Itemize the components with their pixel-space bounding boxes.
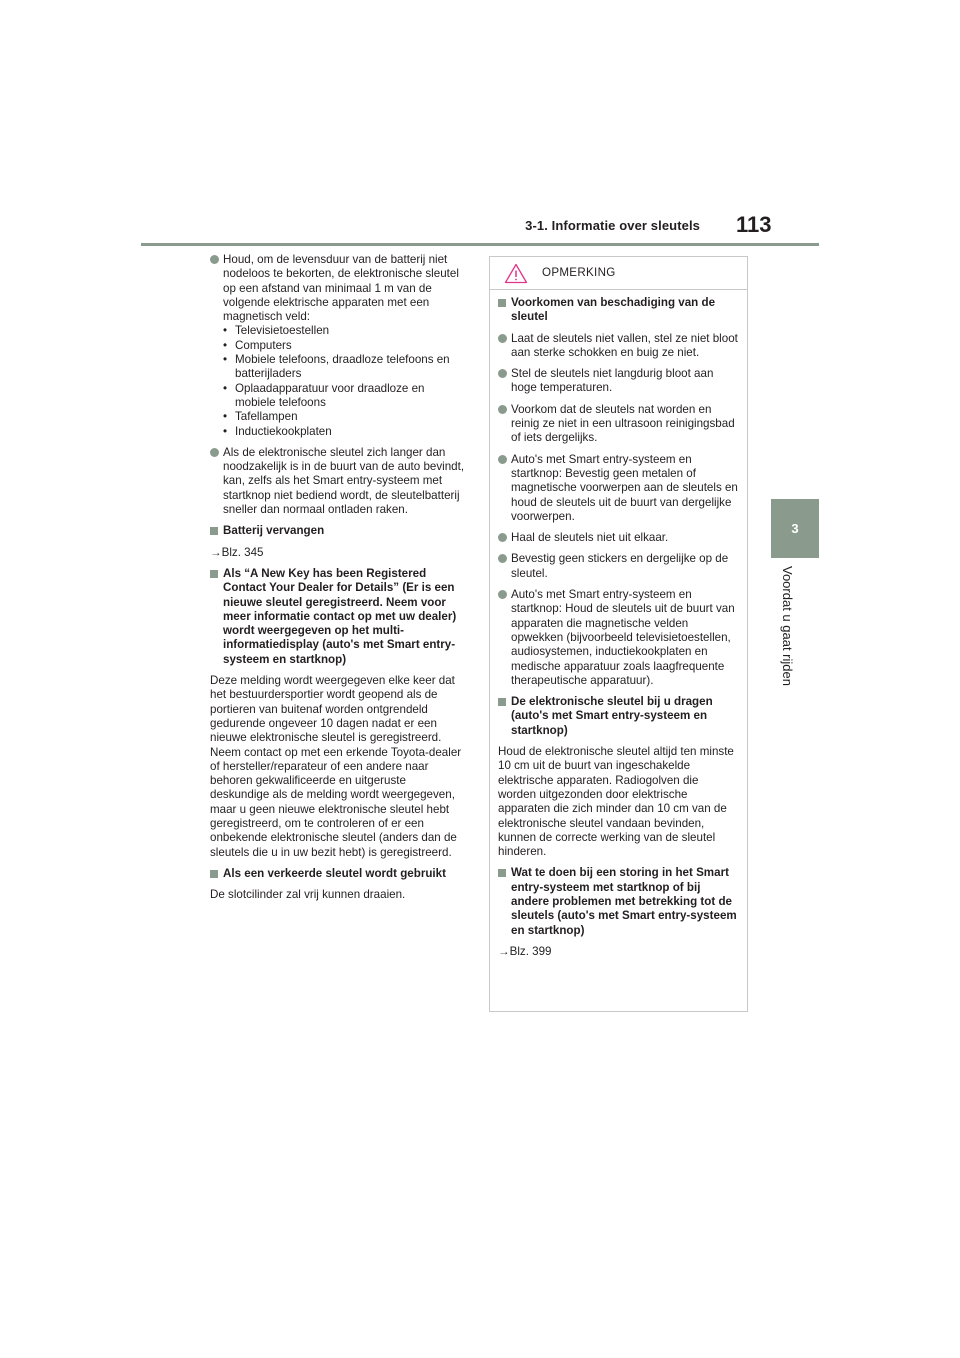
bullet-item: Auto's met Smart entry-systeem en startknop: Houd de sleutels uit de buurt van apparaten die magnetische velden opwekken (bijvoorbeeld televisietoestellen, audiosystemen, inductiekookplaten en medische apparatuur zoals laagfrequente therapeutische apparatuur). — [498, 588, 739, 688]
chapter-tab: 3 — [771, 499, 819, 558]
bullet-dot-icon — [210, 255, 219, 264]
bullet-text: Als de elektronische sleutel zich langer dan noodzakelijk is in de buurt van de auto bevindt, kan, zelfs als het Smart entry-systeem met startknop niet bediend wordt, de sleutelbatterij sneller dan normaal ontladen raken. — [223, 445, 465, 517]
sub-item: • Computers — [223, 338, 292, 352]
section-heading: Voorkomen van beschadiging van de sleutel — [498, 296, 739, 325]
bullet-dot-icon — [498, 590, 507, 599]
square-bullet-icon — [498, 698, 506, 706]
square-bullet-icon — [498, 869, 506, 877]
section-heading: Als “A New Key has been Registered Contact Your Dealer for Details” (Er is een nieuwe sleutel geregistreerd. Neem voor meer informatie contact op met uw dealer) wordt weergegeven op het multi-informatiedisplay (auto's met Smart entry-systeem en startknop) — [210, 567, 468, 667]
sub-item: • Inductiekookplaten — [223, 424, 332, 438]
section-heading: Batterij vervangen — [210, 524, 468, 538]
bullet-dot-icon — [498, 405, 507, 414]
bullet-item: Bevestig geen stickers en dergelijke op de sleutel. — [498, 552, 739, 581]
paragraph: De slotcilinder zal vrij kunnen draaien. — [210, 888, 406, 902]
section-heading: De elektronische sleutel bij u dragen (auto's met Smart entry-systeem en startknop) — [498, 695, 739, 738]
bullet-item — [210, 253, 468, 439]
notice-header — [490, 257, 747, 290]
bullet-item — [210, 446, 468, 517]
bullet-item: Auto's met Smart entry-systeem en startknop: Bevestig geen metalen of magnetische voorwerpen aan de sleutels en houd de sleutels uit de buurt van dergelijke voorwerpen. — [498, 453, 739, 524]
chapter-title: Voordat u gaat rijden — [780, 566, 795, 686]
square-bullet-icon — [210, 570, 218, 578]
section-heading: Wat te doen bij een storing in het Smart entry-systeem met startknop of bij andere problemen met betrekking tot de sleutels (auto's met Smart entry-systeem en startknop) — [498, 866, 739, 937]
square-bullet-icon — [498, 299, 506, 307]
page-number: 113 — [736, 212, 772, 237]
page-reference: →Blz. 345 — [210, 545, 264, 559]
paragraph: Houd de elektronische sleutel altijd ten minste 10 cm uit de buurt van ingeschakelde elektrische apparaten. Radiogolven die worden uitgezonden door elektrische apparaten die zich minder dan 10 cm van de elektronische sleutel vandaan bevinden, kunnen de correcte werking van de sleutel hinderen. — [498, 745, 734, 859]
paragraph: Deze melding wordt weergegeven elke keer dat het bestuurdersportier wordt geopend als de portieren van buitenaf worden ontgrendeld gedurende ongeveer 10 dagen nadat er een nieuwe elektronische sleutel is geregistreerd. — [210, 674, 455, 745]
header-rule — [141, 243, 819, 246]
bullet-item: Laat de sleutels niet vallen, stel ze niet bloot aan sterke schokken en buig ze niet. — [498, 332, 739, 361]
section-title: 3-1. Informatie over sleutels — [525, 218, 700, 233]
bullet-dot-icon — [210, 448, 219, 457]
sub-item: • Televisietoestellen — [223, 324, 330, 338]
warning-triangle-icon — [504, 263, 528, 284]
bullet-dot-icon — [498, 554, 507, 563]
left-column — [210, 253, 468, 909]
bullet-dot-icon — [498, 533, 507, 542]
sub-item: • Tafellampen — [223, 410, 298, 424]
sub-item: • Mobiele telefoons, draadloze telefoons en batterijladers — [223, 353, 450, 381]
paragraph: Neem contact op met een erkende Toyota-dealer of hersteller/reparateur of een andere naar behoren gekwalificeerde en uitgeruste deskundige als de melding wordt weergegeven, maar u geen nieuwe elektronische sleutel hebt geregistreerd, om te controleren of er een onbekende elektronische sleutel (anders dan de sleutels die u in uw bezit hebt) is geregistreerd. — [210, 745, 462, 859]
bullet-item: Haal de sleutels niet uit elkaar. — [498, 531, 739, 545]
bullet-dot-icon — [498, 334, 507, 343]
section-heading: Als een verkeerde sleutel wordt gebruikt — [210, 867, 468, 881]
bullet-item: Voorkom dat de sleutels nat worden en reinig ze niet in een ultrasoon reinigingsbad of iets dergelijks. — [498, 403, 739, 446]
bullet-item: Stel de sleutels niet langdurig bloot aan hoge temperaturen. — [498, 367, 739, 396]
bullet-dot-icon — [498, 455, 507, 464]
bullet-dot-icon — [498, 369, 507, 378]
sub-item: • Oplaadapparatuur voor draadloze en mobiele telefoons — [223, 381, 425, 409]
page-reference: →Blz. 399 — [498, 944, 552, 958]
notice-box — [489, 256, 748, 1012]
square-bullet-icon — [210, 870, 218, 878]
square-bullet-icon — [210, 527, 218, 535]
notice-title: OPMERKING — [542, 266, 616, 279]
bullet-text: Houd, om de levensduur van de batterij niet nodeloos te bekorten, de elektronische sleutel op een afstand van minimaal 1 m van de volgende elektrische apparaten met een magnetisch veld: — [223, 253, 459, 324]
